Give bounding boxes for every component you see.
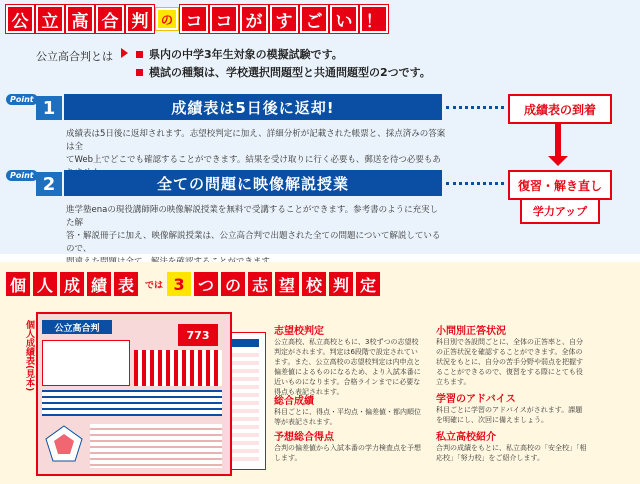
improve-box: 学力アップ bbox=[520, 198, 600, 224]
arrow-shaft bbox=[555, 122, 561, 158]
title-banner bbox=[6, 4, 390, 34]
intro-text-2: 模試の種類は、学校選択問題型と共通問題型の2つです。 bbox=[149, 66, 431, 79]
sample-sheet-front bbox=[36, 312, 232, 476]
banner-char: す bbox=[270, 5, 298, 33]
banner-char: 立 bbox=[36, 5, 64, 33]
section-title-char: つ bbox=[194, 272, 218, 296]
sheet-badge: 773 bbox=[178, 324, 218, 346]
sheet-title: 公立高合判 bbox=[42, 320, 112, 334]
sheet-bars bbox=[134, 350, 222, 386]
feature bbox=[436, 322, 588, 387]
square-bullet-icon bbox=[136, 51, 143, 58]
section-title-char: 望 bbox=[275, 272, 299, 296]
feature-title: 予想総合得点 bbox=[274, 432, 334, 443]
point-2-heading: 全ての問題に映像解説授業 bbox=[64, 170, 442, 196]
feature-title: 学習のアドバイス bbox=[436, 394, 516, 405]
point-2-text-line: 進学塾enaの現役講師陣の映像解説授業を無料で受講することができます。参考書のように充実した解 bbox=[66, 205, 439, 228]
sample-label: 個人成績表(見本) bbox=[24, 320, 34, 392]
feature-title: 小問別正答状況 bbox=[436, 326, 506, 337]
feature-text: 科目ごとに、得点・平均点・偏差値・都内順位等が表記されます。 bbox=[274, 408, 421, 426]
point-1-heading: 成績表は5日後に返却! bbox=[64, 94, 442, 120]
section-title-char: 判 bbox=[329, 272, 353, 296]
section-title-char: の bbox=[221, 272, 245, 296]
feature bbox=[274, 428, 424, 463]
dotted-connector bbox=[446, 182, 504, 185]
feature-text: 合判の成績をもとに、私立高校の「安全校」「相応校」「努力校」をご紹介します。 bbox=[436, 444, 587, 462]
banner-char: い bbox=[330, 5, 358, 33]
feature bbox=[274, 392, 424, 427]
point-2-text bbox=[66, 204, 446, 269]
feature bbox=[436, 428, 588, 463]
section-title bbox=[6, 272, 383, 296]
intro-label: 公立高合判とは bbox=[36, 50, 113, 63]
banner-char: ！ bbox=[360, 5, 388, 33]
banner-char: 公 bbox=[6, 5, 34, 33]
section-title-char: 3 bbox=[167, 272, 191, 296]
feature-title: 志望校判定 bbox=[274, 326, 324, 337]
arrow-right-icon bbox=[121, 48, 128, 58]
feature bbox=[436, 390, 588, 425]
section-title-char: 人 bbox=[33, 272, 57, 296]
banner-char: ご bbox=[300, 5, 328, 33]
sheet-rows bbox=[42, 390, 222, 416]
arrive-box: 成績表の到着 bbox=[508, 94, 612, 124]
feature-title: 総合成績 bbox=[274, 396, 314, 407]
section-title-char: 表 bbox=[114, 272, 138, 296]
point-label: Point bbox=[6, 170, 38, 181]
banner-char: コ bbox=[180, 5, 208, 33]
square-bullet-icon bbox=[136, 69, 143, 76]
feature-text: 合判の偏差値から入試本番の学力検査点を予想します。 bbox=[274, 444, 421, 462]
feature-title: 私立高校紹介 bbox=[436, 432, 496, 443]
intro-line-2 bbox=[136, 64, 431, 80]
banner-char: 合 bbox=[96, 5, 124, 33]
banner-char: が bbox=[240, 5, 268, 33]
section-particle: では bbox=[145, 280, 164, 291]
arrow-down-icon bbox=[548, 156, 568, 166]
section-title-char: 定 bbox=[356, 272, 380, 296]
section-title-char: 成 bbox=[60, 272, 84, 296]
feature bbox=[274, 322, 424, 397]
banner-char: 高 bbox=[66, 5, 94, 33]
point-label: Point bbox=[6, 94, 38, 105]
section-title-char: 校 bbox=[302, 272, 326, 296]
sheet-notes bbox=[90, 424, 222, 468]
banner-char: コ bbox=[210, 5, 238, 33]
radar-chart-icon bbox=[44, 424, 84, 464]
point-1-text-line: 成績表は5日後に返却されます。志望校判定に加え、詳細分析が記載された帳票と、採点済みの答案は全 bbox=[66, 129, 446, 152]
intro-text-1: 県内の中学3年生対象の模擬試験です。 bbox=[149, 48, 343, 61]
point-number: 1 bbox=[36, 96, 62, 120]
point-2-text-line: 答・解説冊子に加え、映像解説授業は、公立高合判で出題された全ての問題について解説しているので、 bbox=[66, 231, 441, 254]
sheet-table bbox=[42, 340, 130, 386]
dotted-connector bbox=[446, 106, 504, 109]
point-1-text-line: てWeb上でどこでも確認することができます。結果を受け取りに行く必要も、郵送を待つ必要もあ bbox=[66, 155, 441, 165]
banner-char: の bbox=[156, 8, 178, 30]
review-box: 復習・解き直し bbox=[508, 170, 612, 200]
section-title-char: 志 bbox=[248, 272, 272, 296]
feature-text: 科目ごとに学習のアドバイスがされます。課題を明確にし、次回に備えましょう。 bbox=[436, 406, 583, 424]
point-number: 2 bbox=[36, 172, 62, 196]
section-title-char: 績 bbox=[87, 272, 111, 296]
feature-text: 科目別で各設問ごとに、全体の正答率と、自分の正答状況を確認することができます。全体の状況をもとに、自分の苦手分野や弱点を把握することができるので、復習をする際にとても役立ちます。 bbox=[436, 338, 583, 386]
feature-text: 公立高校、私立高校ともに、3校ずつの志望校判定がされます。判定は6段階で設定されています。また、公立高校の志望校判定は内申点と偏差値によるものになるため、より入試本番に近いものになります。合格ラインまでに必要な得点も表記されます。 bbox=[274, 338, 421, 396]
banner-char: 判 bbox=[126, 5, 154, 33]
section-title-char: 個 bbox=[6, 272, 30, 296]
point-2-badge bbox=[6, 170, 70, 198]
point-1-badge bbox=[6, 94, 70, 122]
intro-line-1 bbox=[136, 46, 343, 62]
